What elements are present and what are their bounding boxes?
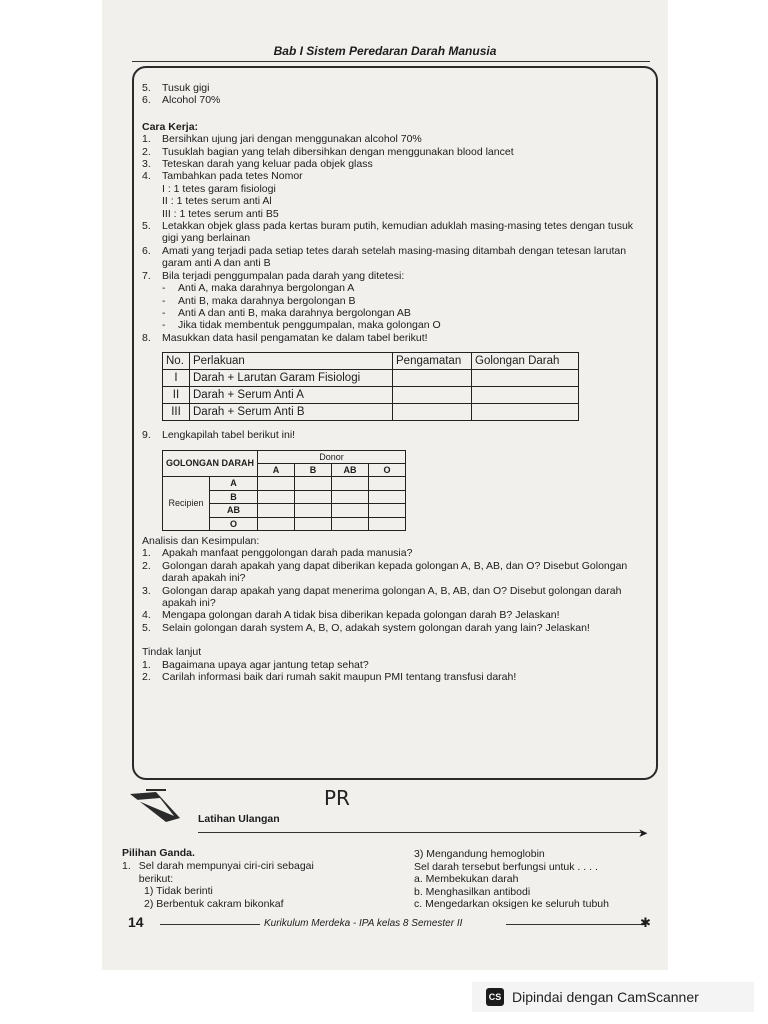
donor-col: B — [295, 463, 332, 476]
recipien-row: B — [210, 490, 258, 503]
table-cell: I — [163, 370, 190, 387]
table-cell — [332, 517, 369, 530]
table-cell: Darah + Larutan Garam Fisiologi — [190, 370, 393, 387]
dash-item: - Anti B, maka darahnya bergolongan B — [142, 295, 647, 307]
option-c: c. Mengedarkan oksigen ke seluruh tubuh — [414, 898, 609, 910]
question-number: 1. — [122, 860, 131, 872]
header-rule — [132, 61, 650, 62]
table-cell — [332, 477, 369, 490]
table-cell: Darah + Serum Anti A — [190, 387, 393, 404]
table-cell — [295, 504, 332, 517]
table-row — [163, 370, 579, 387]
table-cell — [258, 490, 295, 503]
list-item: 6. Amati yang terjadi pada setiap tetes darah setelah masing-masing ditambah dengan tetesan larutan garam anti A dan anti B — [142, 244, 627, 270]
list-item: 5. Selain golongan darah system A, B, O, adakah system golongan darah yang lain? Jelaskan! — [142, 621, 590, 634]
activity-content — [142, 82, 647, 683]
tindak-lanjut-heading: Tindak lanjut — [142, 646, 202, 659]
question-text: Sel darah mempunyai ciri-ciri sebagai berikut: — [138, 860, 314, 885]
list-item: 1. Bersihkan ujung jari dengan menggunakan alcohol 70% — [142, 133, 422, 146]
question-stem: Sel darah tersebut berfungsi untuk . . . . — [414, 860, 598, 873]
list-item: 4. Mengapa golongan darah A tidak bisa diberikan kepada golongan darah B? Jelaskan! — [142, 609, 560, 622]
pilihan-ganda-heading: Pilihan Ganda. — [122, 847, 195, 859]
table-cell: II — [163, 387, 190, 404]
list-item: 1. Apakah manfaat penggolongan darah pada manusia? — [142, 547, 413, 560]
list-item: 2. Carilah informasi baik dari rumah sakit maupun PMI tentang transfusi darah! — [142, 671, 517, 684]
list-item: 2. Tusuklah bagian yang telah dibersihkan dengan menggunakan blood lancet — [142, 145, 514, 158]
sub-item: III : 1 tetes serum anti B5 — [162, 207, 279, 220]
feature-item: 3) Mengandung hemoglobin — [414, 848, 545, 860]
option-a: a. Membekukan darah — [414, 873, 519, 885]
dash-item: - Jika tidak membentuk penggumpalan, maka golongan O — [142, 319, 647, 331]
recipien-row: A — [210, 477, 258, 490]
feature-item: 1) Tidak berinti — [144, 885, 213, 897]
camscanner-label: Dipindai dengan CamScanner — [512, 989, 699, 1005]
table-cell — [472, 404, 579, 421]
donor-col: O — [369, 463, 406, 476]
table-cell — [332, 504, 369, 517]
cara-kerja-heading: Cara Kerja: — [142, 120, 199, 133]
observation-table — [162, 352, 579, 421]
star-icon: ✱ — [640, 915, 651, 930]
table-header-row — [163, 353, 579, 370]
camscanner-watermark — [472, 982, 754, 1012]
list-item: 3. Teteskan darah yang keluar pada objek glass — [142, 158, 373, 171]
donor-col: AB — [332, 463, 369, 476]
table-header-row — [163, 450, 406, 463]
camscanner-icon: CS — [486, 988, 504, 1006]
table-row — [163, 477, 406, 490]
table-cell: III — [163, 404, 190, 421]
option-b: b. Menghasilkan antibodi — [414, 885, 531, 898]
steps-list — [142, 133, 647, 344]
list-item: 2. Golongan darah apakah yang dapat diberikan kepada golongan A, B, AB, dan O? Disebut Golongan darah apakah ini? — [142, 559, 628, 585]
table-cell — [369, 490, 406, 503]
question-1-left — [122, 860, 382, 910]
table-cell — [369, 517, 406, 530]
donor-col: A — [258, 463, 295, 476]
column-header: No. — [163, 353, 190, 370]
page-number: 14 — [128, 914, 144, 930]
table-cell — [393, 387, 472, 404]
list-item: 8. Masukkan data hasil pengamatan ke dalam tabel berikut! — [142, 331, 428, 344]
book-page — [102, 0, 668, 970]
blood-compat-table — [162, 450, 406, 531]
list-item: 9. Lengkapilah tabel berikut ini! — [142, 429, 296, 442]
book-title: Kurikulum Merdeka - IPA kelas 8 Semester II — [264, 918, 463, 929]
column-header: Pengamatan — [393, 353, 472, 370]
recipien-row: AB — [210, 504, 258, 517]
table-cell — [258, 517, 295, 530]
step9-list — [142, 429, 647, 441]
donor-header: Donor — [258, 450, 406, 463]
arrow-icon: ➤ — [638, 826, 649, 840]
table-cell — [393, 404, 472, 421]
recipien-label: Recipien — [163, 477, 210, 531]
list-item: 5. Tusuk gigi — [142, 82, 210, 94]
analisis-list — [142, 547, 647, 634]
dash-item: - Anti A dan anti B, maka darahnya bergolongan AB — [142, 307, 647, 319]
list-item: 4. Tambahkan pada tetes Nomor — [142, 170, 303, 183]
chapter-header: Bab I Sistem Peredaran Darah Manusia — [273, 44, 497, 58]
tools-list — [142, 82, 647, 107]
table-cell — [295, 490, 332, 503]
table-cell — [472, 387, 579, 404]
latihan-decoration-icon — [126, 788, 190, 828]
handwritten-note: PR — [324, 786, 350, 810]
table-cell — [393, 370, 472, 387]
tindak-lanjut-list — [142, 659, 647, 684]
list-item: 1. Bagaimana upaya agar jantung tetap sehat? — [142, 658, 369, 671]
list-item: 5. Letakkan objek glass pada kertas buram putih, kemudian aduklah masing-masing tetes dengan tusuk gigi yang berlainan — [142, 220, 634, 245]
table-cell — [258, 504, 295, 517]
table-row — [163, 404, 579, 421]
feature-item: 2) Berbentuk cakram bikonkaf — [144, 897, 284, 910]
question-1-right — [414, 848, 664, 911]
sub-item: I : 1 tetes garam fisiologi — [162, 182, 276, 195]
list-item: 7. Bila terjadi penggumpalan pada darah yang ditetesi: — [142, 269, 405, 282]
table-cell — [369, 504, 406, 517]
latihan-rule — [198, 832, 644, 833]
corner-header: GOLONGAN DARAH — [163, 450, 258, 477]
table-cell — [472, 370, 579, 387]
column-header: Perlakuan — [190, 353, 393, 370]
recipien-row: O — [210, 517, 258, 530]
table-cell — [332, 490, 369, 503]
dash-item: - Anti A, maka darahnya bergolongan A — [142, 282, 647, 294]
table-cell — [369, 477, 406, 490]
latihan-title: Latihan Ulangan — [198, 813, 280, 825]
sub-item: II : 1 tetes serum anti Al — [162, 195, 272, 208]
footer-rule — [160, 924, 260, 925]
table-cell — [258, 477, 295, 490]
list-item: 3. Golongan darap apakah yang dapat menerima golongan A, B, AB, dan O? Disebut golongan darah apakah ini? — [142, 584, 622, 609]
table-row — [163, 387, 579, 404]
analisis-heading: Analisis dan Kesimpulan: — [142, 534, 260, 547]
table-cell — [295, 517, 332, 530]
column-header: Golongan Darah — [472, 353, 579, 370]
table-cell — [295, 477, 332, 490]
table-cell: Darah + Serum Anti B — [190, 404, 393, 421]
footer-rule — [506, 924, 646, 925]
list-item: 6. Alcohol 70% — [142, 94, 221, 107]
